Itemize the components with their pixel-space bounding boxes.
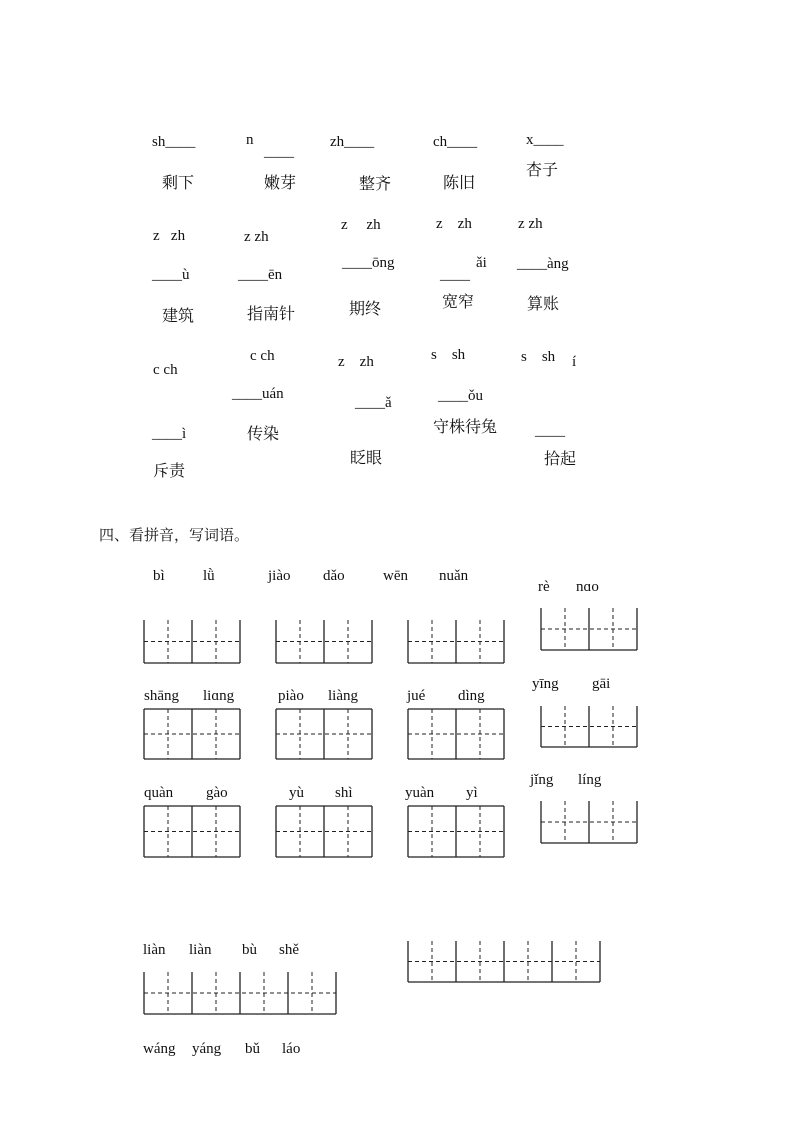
consonant-options: z zh: [153, 228, 186, 244]
writing-grid[interactable]: [143, 708, 241, 760]
consonant-options: z zh: [341, 217, 381, 233]
writing-grid[interactable]: [275, 805, 373, 858]
consonant-options: c ch: [153, 362, 178, 378]
pinyin-blank: ____ì: [152, 426, 187, 442]
grid-svg: [407, 940, 601, 983]
pinyin-label: gāi: [592, 676, 611, 692]
pinyin-label: shě: [279, 942, 299, 958]
chinese-word: 嫩芽: [264, 173, 297, 192]
pinyin-label: jiào: [268, 568, 291, 584]
pinyin-blank: ____àng: [517, 256, 569, 272]
consonant-options: c ch: [250, 348, 275, 364]
grid-svg: [143, 971, 337, 1015]
pinyin-label: liɑng: [203, 688, 235, 704]
writing-grid[interactable]: [407, 619, 505, 664]
chinese-word: 剩下: [162, 173, 195, 192]
pinyin-label: jǐng: [530, 772, 554, 788]
pinyin-blank: sh____: [152, 134, 196, 150]
pinyin-label: yù: [289, 785, 304, 801]
chinese-word: 宽窄: [442, 292, 475, 311]
writing-grid[interactable]: [407, 805, 505, 858]
chinese-word: 陈旧: [443, 173, 476, 192]
pinyin-blank: ch____: [433, 134, 478, 150]
pinyin-label: liàng: [328, 688, 358, 704]
pinyin-label: bì: [153, 568, 165, 584]
writing-grid[interactable]: [275, 619, 373, 664]
pinyin-label: dǎo: [323, 568, 345, 584]
chinese-word: 杏子: [526, 160, 559, 179]
consonant-options: s sh: [521, 349, 556, 365]
grid-svg: [407, 619, 505, 664]
pinyin-label: yì: [466, 785, 478, 801]
pinyin-label: piào: [278, 688, 304, 704]
chinese-word: 整齐: [359, 174, 392, 193]
pinyin-final: ǎi: [476, 255, 487, 271]
chinese-word: 斥责: [153, 461, 186, 480]
pinyin-label: bù: [242, 942, 257, 958]
writing-grid[interactable]: [540, 705, 638, 748]
grid-svg: [407, 805, 505, 858]
pinyin-label: wáng: [143, 1041, 176, 1057]
pinyin-label: bǔ: [245, 1041, 260, 1057]
pinyin-label: nuǎn: [439, 568, 469, 584]
pinyin-blank: x____: [526, 132, 564, 148]
pinyin-label: shì: [335, 785, 353, 801]
pinyin-label: yīng: [532, 676, 559, 692]
consonant-options: z zh: [518, 216, 543, 232]
chinese-word: 建筑: [162, 306, 195, 325]
pinyin-label: gào: [206, 785, 228, 801]
pinyin-final: í: [572, 354, 577, 370]
pinyin-label: wēn: [383, 568, 408, 584]
grid-svg: [275, 619, 373, 664]
writing-grid[interactable]: [540, 800, 638, 844]
section-title: 四、看拼音，写词语。: [99, 526, 250, 544]
consonant-options: s sh: [431, 347, 466, 363]
writing-grid[interactable]: [143, 619, 241, 664]
pinyin-blank: ____ù: [152, 267, 190, 283]
chinese-word: 指南针: [247, 304, 296, 323]
consonant-options: z zh: [436, 216, 472, 232]
pinyin-label: láo: [282, 1041, 301, 1057]
chinese-word: 算账: [527, 294, 560, 313]
pinyin-label: nɑo: [576, 579, 599, 595]
pinyin-label: jué: [407, 688, 426, 704]
grid-svg: [540, 607, 638, 651]
pinyin-blank: ____: [535, 423, 565, 439]
pinyin-label: rè: [538, 579, 550, 595]
chinese-word: 拾起: [544, 449, 577, 468]
pinyin-blank: ____ēn: [238, 267, 283, 283]
grid-svg: [540, 800, 638, 844]
pinyin-blank: zh____: [330, 134, 375, 150]
consonant-options: z zh: [244, 229, 269, 245]
chinese-word: 守株待兔: [433, 417, 498, 436]
pinyin-label: quàn: [144, 785, 174, 801]
pinyin-label: yuàn: [405, 785, 435, 801]
writing-grid[interactable]: [143, 805, 241, 858]
writing-grid[interactable]: [540, 607, 638, 651]
chinese-word: 传染: [247, 424, 280, 443]
pinyin-blank: ____ǎ: [355, 395, 392, 411]
writing-grid[interactable]: [407, 940, 601, 983]
grid-svg: [407, 708, 505, 760]
pinyin-label: líng: [578, 772, 602, 788]
chinese-word: 期终: [349, 299, 382, 318]
grid-svg: [540, 705, 638, 748]
pinyin-blank: ____ōng: [342, 255, 395, 271]
pinyin-label: shāng: [144, 688, 179, 704]
pinyin-blank: ____: [264, 144, 294, 160]
consonant-options: z zh: [338, 354, 374, 370]
writing-grid[interactable]: [143, 971, 337, 1015]
pinyin-label: lǜ: [203, 568, 215, 584]
grid-svg: [143, 619, 241, 664]
writing-grid[interactable]: [407, 708, 505, 760]
grid-svg: [275, 708, 373, 760]
grid-svg: [143, 805, 241, 858]
pinyin-label: dìng: [458, 688, 485, 704]
pinyin-label: liàn: [143, 942, 166, 958]
chinese-word: 眨眼: [350, 448, 383, 467]
pinyin-blank: ____: [440, 267, 470, 283]
pinyin-blank: n: [246, 132, 254, 148]
grid-svg: [275, 805, 373, 858]
pinyin-label: yáng: [192, 1041, 222, 1057]
pinyin-blank: ____ǒu: [438, 388, 483, 404]
grid-svg: [143, 708, 241, 760]
pinyin-blank: ____uán: [232, 386, 284, 402]
writing-grid[interactable]: [275, 708, 373, 760]
pinyin-label: liàn: [189, 942, 212, 958]
